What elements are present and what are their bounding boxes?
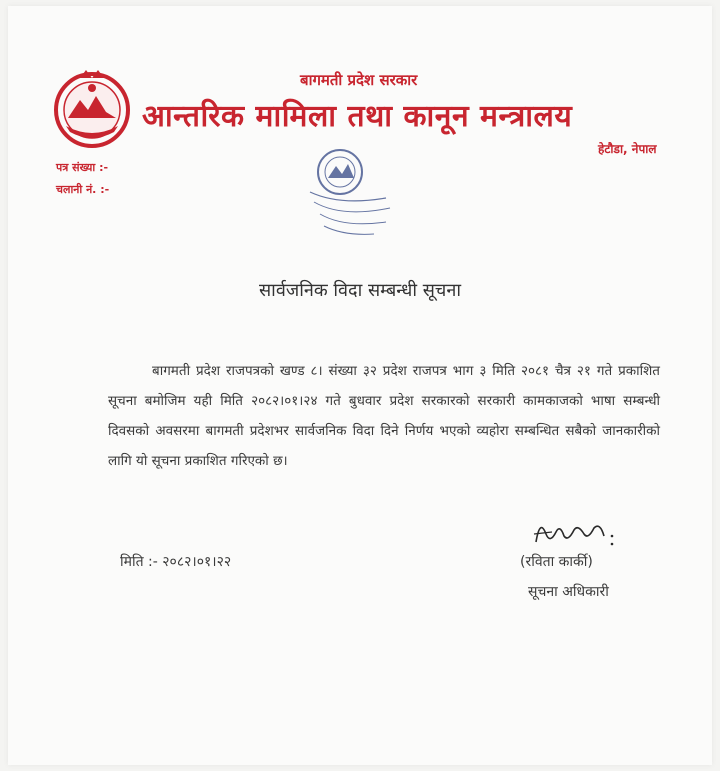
government-name: बागमती प्रदेश सरकार bbox=[300, 71, 418, 89]
letter-number-label: पत्र संख्या :- bbox=[56, 161, 109, 174]
notice-body: बागमती प्रदेश राजपत्रको खण्ड ८। संख्या ३२ प्रदेश राजपत्र भाग ३ मिति २०८१ चैत्र २१ गते प्रकाशित सूचना बमोजिम यही मिति २०८२।०१।२४ गते बुधवार प्रदेश सरकारको सरकारी कामकाजको भाषा सम्बन्धी दिवसको अवसरमा बागमती प्रदेशभर सार्वजनिक विदा दिने निर्णय भएको व्यहोरा सम्बन्धित सबैको जानकारीको लागि यो सूचना प्रकाशित गरिएको छ। bbox=[108, 363, 660, 469]
nepal-emblem-icon bbox=[50, 66, 134, 150]
handwritten-signature-icon bbox=[530, 512, 630, 552]
signer-name: (रविता कार्की) bbox=[520, 554, 593, 570]
notice-title: सार्वजनिक विदा सम्बन्धी सूचना bbox=[259, 280, 461, 301]
signer-title: सूचना अधिकारी bbox=[528, 584, 609, 600]
dispatch-number-label: चलानी नं. :- bbox=[56, 183, 110, 196]
official-stamp-icon bbox=[290, 142, 400, 242]
ministry-location: हेटौडा, नेपाल bbox=[598, 142, 657, 156]
notice-date: मिति :- २०८२।०१।२२ bbox=[120, 554, 232, 570]
notice-document bbox=[8, 6, 712, 765]
ministry-name: आन्तरिक मामिला तथा कानून मन्त्रालय bbox=[142, 99, 573, 134]
